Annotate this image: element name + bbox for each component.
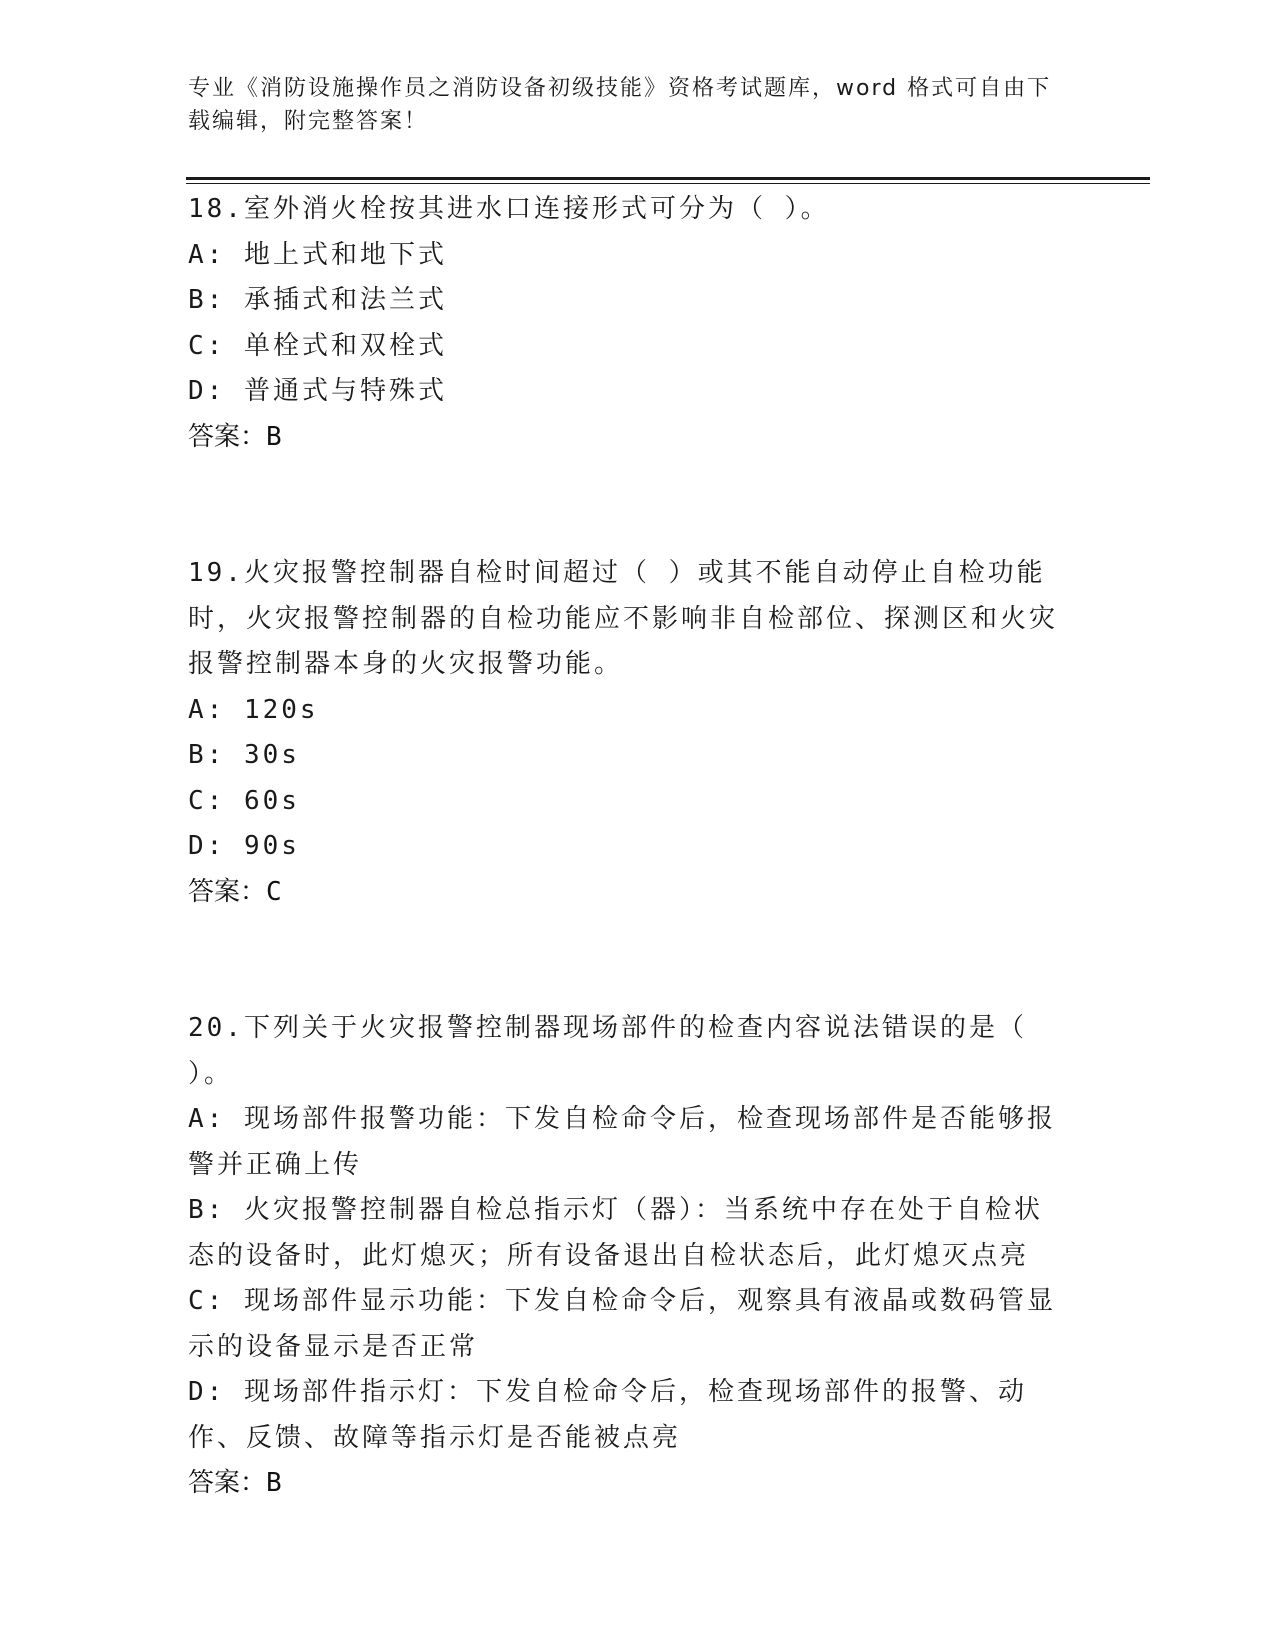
answer-value: B: [266, 1468, 283, 1498]
answer-label: 答案：: [188, 876, 267, 907]
question-spacer: [188, 915, 1068, 1006]
option-d: D: 90s: [188, 831, 300, 861]
option-a: A: 120s: [188, 694, 319, 725]
option-c: C: 单栓式和双栓式: [188, 330, 447, 361]
question-spacer: [188, 460, 1068, 551]
answer-label: 答案：: [188, 421, 267, 452]
question-list: [188, 187, 1068, 1507]
answer-value: B: [266, 421, 283, 452]
option-a: A: 地上式和地下式: [188, 239, 447, 270]
answer-line: [188, 870, 1068, 916]
option-b: B: 火灾报警控制器自检总指示灯（器）：当系统中存在处于自检状态的设备时，此灯熄灭；所有设备退出自检状态后，此灯熄灭点亮: [188, 1195, 1043, 1271]
option-c: C: 现场部件显示功能：下发自检命令后，观察具有液晶或数码管显示的设备显示是否正常: [188, 1286, 1056, 1362]
option-d: D: 普通式与特殊式: [188, 376, 447, 406]
header-divider-thin: [186, 183, 1150, 184]
option-a: A: 现场部件报警功能：下发自检命令后，检查现场部件是否能够报警并正确上传: [188, 1104, 1056, 1180]
option-b: B: 30s: [188, 740, 300, 770]
question-20: [188, 1006, 1068, 1507]
question-stem: 20.下列关于火灾报警控制器现场部件的检查内容说法错误的是（ ）。: [188, 1013, 1027, 1089]
question-stem: 19.火灾报警控制器自检时间超过（ ）或其不能自动停止自检功能时，火灾报警控制器的自检功能应不影响非自检部位、探测区和火灾报警控制器本身的火灾报警功能。: [188, 558, 1059, 679]
document-header: 专业《消防设施操作员之消防设备初级技能》资格考试题库，word 格式可自由下载编辑，附完整答案！: [188, 76, 1052, 134]
header-divider-thick: [186, 177, 1150, 180]
option-d: D: 现场部件指示灯：下发自检命令后，检查现场部件的报警、动作、反馈、故障等指示灯是否能被点亮: [188, 1377, 1027, 1453]
option-c: C: 60s: [188, 785, 300, 816]
question-19: [188, 551, 1068, 915]
question-18: [188, 187, 1068, 460]
answer-line: [188, 1461, 1068, 1507]
option-b: B: 承插式和法兰式: [188, 285, 447, 315]
answer-value: C: [266, 876, 283, 907]
answer-line: [188, 415, 1068, 461]
answer-label: 答案：: [188, 1468, 267, 1498]
question-stem: 18.室外消火栓按其进水口连接形式可分为（ ）。: [188, 194, 830, 224]
